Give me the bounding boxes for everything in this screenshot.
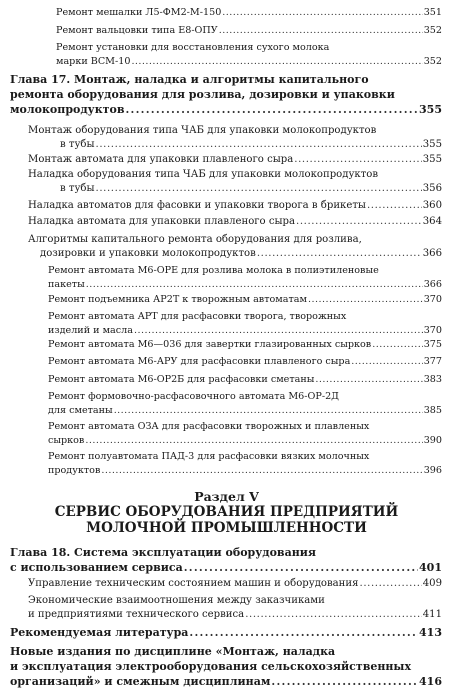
toc-entry[interactable] bbox=[28, 233, 442, 261]
entry-title: Ремонт автомата М6-АРУ для расфасовки плавленого сыра bbox=[48, 356, 351, 367]
entry-title-line: Ремонт автомата АРТ для расфасовки творога, творожных bbox=[48, 311, 347, 322]
toc-entry[interactable] bbox=[28, 124, 442, 152]
dot-leader bbox=[372, 338, 422, 352]
page-number: 385 bbox=[423, 405, 442, 416]
entry-title: Ремонт мешалки Л5-ФМ2-М-150 bbox=[56, 7, 222, 18]
toc-entry-new-editions[interactable] bbox=[10, 644, 442, 689]
dot-leader bbox=[219, 24, 423, 38]
page-number: 409 bbox=[422, 578, 442, 589]
toc-entry[interactable] bbox=[56, 41, 442, 69]
dot-leader bbox=[189, 625, 418, 640]
entry-title: Рекомендуемая литература bbox=[10, 626, 189, 639]
dot-leader bbox=[351, 355, 422, 369]
toc-subentry[interactable] bbox=[48, 338, 442, 352]
entry-title-line: Новые издания по дисциплине «Монтаж, наладка bbox=[10, 645, 336, 658]
page-number: 352 bbox=[423, 25, 442, 36]
dot-leader bbox=[245, 608, 422, 622]
dot-leader bbox=[296, 215, 422, 229]
entry-title: Наладка автоматов для фасовки и упаковки творога в брикеты bbox=[28, 200, 366, 211]
dot-leader bbox=[85, 434, 422, 448]
chapter-title: молокопродуктов bbox=[10, 103, 125, 116]
toc-entry[interactable] bbox=[28, 168, 442, 196]
entry-title: Монтаж автомата для упаковки плавленого сыра bbox=[28, 154, 294, 165]
toc-subentry[interactable] bbox=[48, 310, 442, 338]
page-number: 375 bbox=[423, 339, 442, 350]
page-number: 383 bbox=[423, 374, 442, 385]
dot-leader bbox=[367, 199, 422, 213]
toc-entry[interactable] bbox=[28, 594, 442, 622]
entry-title-line: и эксплуатация электрооборудования сельскохозяйственных bbox=[10, 660, 412, 673]
page-number: 366 bbox=[422, 248, 442, 259]
entry-title-line: Ремонт формовочно-расфасовочного автомата М6-ОР-2Д bbox=[48, 391, 339, 402]
entry-title: изделий и масла bbox=[48, 325, 133, 336]
page-number: 355 bbox=[419, 103, 442, 116]
dot-leader bbox=[222, 6, 422, 20]
page-number: 355 bbox=[422, 154, 442, 165]
dot-leader bbox=[257, 247, 422, 261]
toc-entry[interactable] bbox=[28, 215, 442, 229]
dot-leader bbox=[131, 55, 422, 69]
chapter-heading[interactable] bbox=[10, 545, 442, 575]
dot-leader bbox=[360, 577, 422, 591]
chapter-heading[interactable] bbox=[10, 72, 442, 117]
toc-entry[interactable] bbox=[28, 153, 442, 167]
entry-title-line: Монтаж оборудования типа ЧАБ для упаковки молокопродуктов bbox=[28, 125, 377, 136]
page-number: 401 bbox=[419, 561, 442, 574]
entry-title: Ремонт вальцовки типа Е8-ОПУ bbox=[56, 25, 218, 36]
toc-subentry[interactable] bbox=[48, 293, 442, 307]
toc-subentry[interactable] bbox=[48, 420, 442, 448]
dot-leader bbox=[125, 102, 418, 117]
page-number: 411 bbox=[422, 609, 442, 620]
entry-title: организаций» и смежным дисциплинам bbox=[10, 675, 271, 688]
section-heading[interactable] bbox=[0, 489, 453, 536]
section-label: Раздел V bbox=[194, 489, 259, 504]
entry-title: Ремонт подъемника АР2Т к творожным автоматам bbox=[48, 294, 307, 305]
entry-title-line: Ремонт автомата М6-ОРЕ для розлива молока в полиэтиленовые bbox=[48, 265, 379, 276]
entry-title: Ремонт автомата М6—036 для завертки глазированных сырков bbox=[48, 339, 372, 350]
dot-leader bbox=[114, 404, 423, 418]
entry-title: пакеты bbox=[48, 279, 85, 290]
dot-leader bbox=[308, 293, 423, 307]
dot-leader bbox=[86, 278, 423, 292]
page-number: 370 bbox=[423, 325, 442, 336]
toc-entry-literature[interactable] bbox=[10, 625, 442, 640]
dot-leader bbox=[101, 464, 422, 478]
entry-title: Ремонт автомата М6-ОР2Б для расфасовки сметаны bbox=[48, 374, 315, 385]
entry-title-line: Ремонт полуавтомата ПАД-3 для расфасовки вязких молочных bbox=[48, 451, 370, 462]
entry-title: сырков bbox=[48, 435, 85, 446]
entry-title-line: Ремонт автомата ОЗА для расфасовки творожных и плавленых bbox=[48, 421, 370, 432]
dot-leader bbox=[294, 153, 421, 167]
page-number: 356 bbox=[422, 183, 442, 194]
page-number: 352 bbox=[423, 56, 442, 67]
toc-subentry[interactable] bbox=[48, 373, 442, 387]
entry-title-line: Алгоритмы капитального ремонта оборудования для розлива, bbox=[28, 234, 362, 245]
entry-title: марки ВСМ-10 bbox=[56, 56, 131, 67]
entry-title: для сметаны bbox=[48, 405, 113, 416]
entry-title-line: Ремонт установки для восстановления сухого молока bbox=[56, 42, 330, 53]
toc-subentry[interactable] bbox=[48, 450, 442, 478]
page-number: 413 bbox=[419, 626, 442, 639]
page-number: 360 bbox=[422, 200, 442, 211]
page-number: 390 bbox=[423, 435, 442, 446]
page-number: 351 bbox=[423, 7, 442, 18]
toc-subentry[interactable] bbox=[48, 355, 442, 369]
page-number: 364 bbox=[422, 216, 442, 227]
entry-title: Наладка автомата для упаковки плавленого сыра bbox=[28, 216, 296, 227]
dot-leader bbox=[96, 138, 422, 152]
dot-leader bbox=[271, 674, 418, 689]
page-number: 370 bbox=[423, 294, 442, 305]
entry-title: дозировки и упаковки молокопродуктов bbox=[40, 248, 256, 259]
toc-entry[interactable] bbox=[56, 24, 442, 38]
page-number: 355 bbox=[422, 139, 442, 150]
toc-entry[interactable] bbox=[28, 577, 442, 591]
toc-entry[interactable] bbox=[28, 199, 442, 213]
entry-title-line: Экономические взаимоотношения между заказчиками bbox=[28, 595, 325, 606]
chapter-title-line: ремонта оборудования для розлива, дозировки и упаковки bbox=[10, 88, 395, 101]
entry-title: Управление техническим состоянием машин и оборудования bbox=[28, 578, 359, 589]
entry-title: в тубы bbox=[60, 139, 95, 150]
chapter-title-line: Глава 18. Система эксплуатации оборудования bbox=[10, 546, 317, 559]
entry-title: и предприятиями технического сервиса bbox=[28, 609, 245, 620]
entry-title: продуктов bbox=[48, 465, 101, 476]
chapter-title: с использованием сервиса bbox=[10, 561, 183, 574]
toc-subentry[interactable] bbox=[48, 264, 442, 292]
dot-leader bbox=[96, 182, 422, 196]
section-title-line: СЕРВИС ОБОРУДОВАНИЯ ПРЕДПРИЯТИЙ bbox=[54, 504, 399, 520]
dot-leader bbox=[315, 373, 422, 387]
chapter-title-line: Глава 17. Монтаж, наладка и алгоритмы капитального bbox=[10, 73, 369, 86]
page-number: 377 bbox=[423, 356, 442, 367]
section-title-line: МОЛОЧНОЙ ПРОМЫШЛЕННОСТИ bbox=[86, 520, 367, 536]
page-number: 396 bbox=[423, 465, 442, 476]
toc-entry[interactable] bbox=[56, 6, 442, 20]
dot-leader bbox=[184, 560, 418, 575]
toc-subentry[interactable] bbox=[48, 390, 442, 418]
dot-leader bbox=[134, 324, 423, 338]
entry-title: в тубы bbox=[60, 183, 95, 194]
page-number: 416 bbox=[419, 675, 442, 688]
page-number: 366 bbox=[423, 279, 442, 290]
entry-title-line: Наладка оборудования типа ЧАБ для упаковки молокопродуктов bbox=[28, 169, 379, 180]
